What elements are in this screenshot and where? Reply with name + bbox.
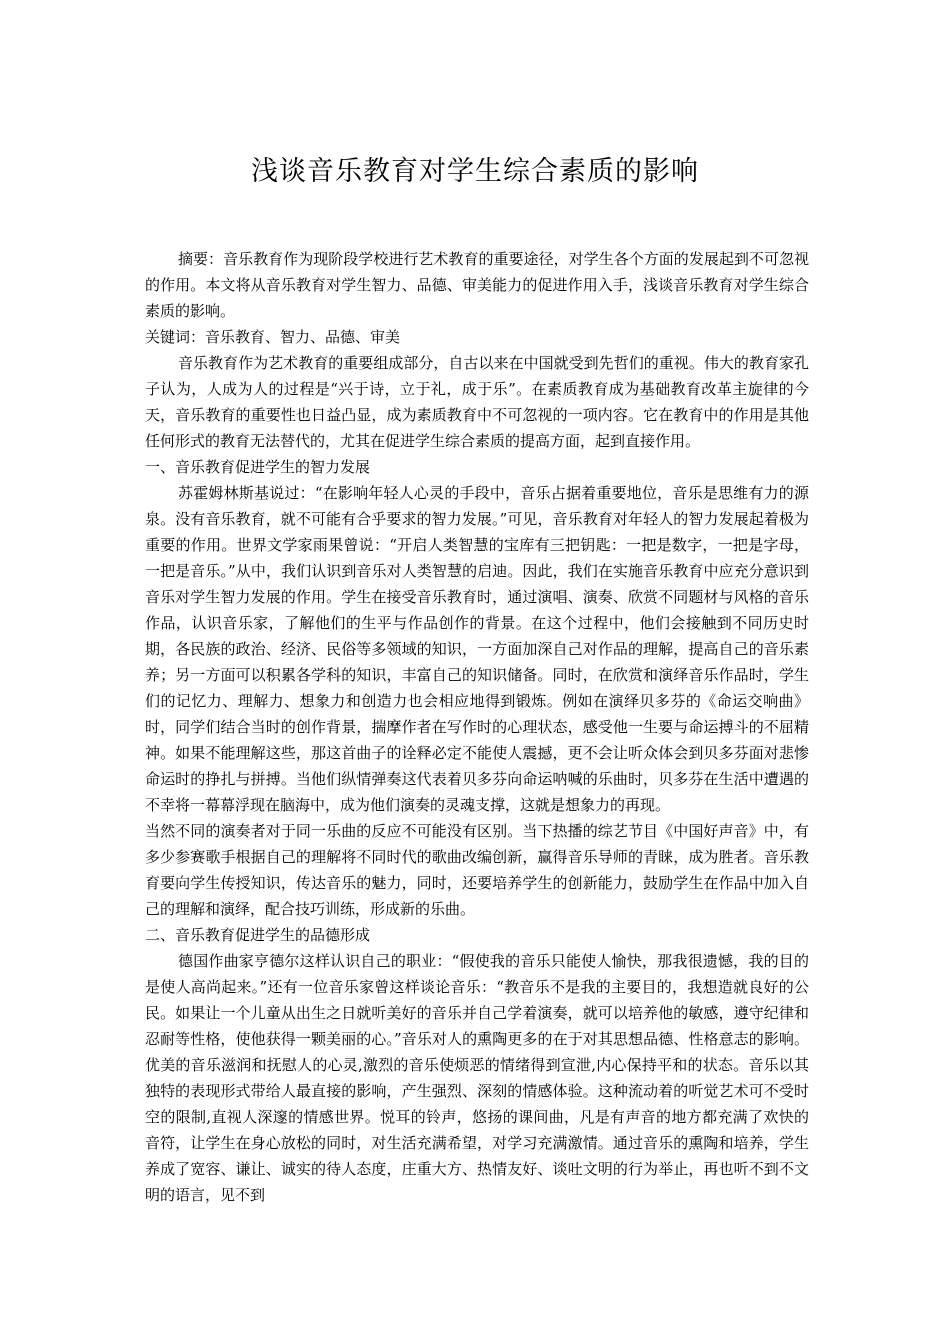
intro-paragraph: 音乐教育作为艺术教育的重要组成部分，自古以来在中国就受到先哲们的重视。伟大的教育家孔子认为，人成为人的过程是“兴于诗，立于礼，成于乐”。在素质教育成为基础教育改革主旋律的今天，音乐教育的重要性也日益凸显，成为素质教育中不可忽视的一项内容。它在教育中的作用是其他任何形式的教育无法替代的，尤其在促进学生综合素质的提高方面，起到直接作用。 [145,354,809,450]
document-title: 浅谈音乐教育对学生综合素质的影响 [251,156,699,187]
section1-paragraph-1: 苏霍姆林斯基说过：“在影响年轻人心灵的手段中，音乐占据着重要地位，音乐是思维有力的源泉。没有音乐教育，就不可能有合乎要求的智力发展。”可见，音乐教育对年轻人的智力发展起着极为重要的作用。世界文学家雨果曾说：“开启人类智慧的宝库有三把钥匙：一把是数字，一把是字母，一把是音乐。”从中，我们认识到音乐对人类智慧的启迪。因此，我们在实施音乐教育中应充分意识到音乐对学生智力发展的作用。学生在接受音乐教育时，通过演唱、演奏、欣赏不同题材与风格的音乐作品，认识音乐家，了解他们的生平与作品创作的背景。在这个过程中，他们会接触到不同历史时期，各民族的政治、经济、民俗等多领域的知识，一方面加深自己对作品的理解，提高自己的音乐素养；另一方面可以积累各学科的知识，丰富自己的知识储备。同时，在欣赏和演绎音乐作品时，学生们的记忆力、理解力、想象力和创造力也会相应地得到锻炼。例如在演绎贝多芬的《命运交响曲》时，同学们结合当时的创作背景，揣摩作者在写作时的心理状态，感受他一生要与命运搏斗的不屈精神。如果不能理解这些，那这首曲子的诠释必定不能使人震撼，更不会让听众体会到贝多芬面对悲惨命运时的挣扎与拼搏。当他们纵情弹奏这代表着贝多芬向命运呐喊的乐曲时，贝多芬在生活中遭遇的不幸将一幕幕浮现在脑海中，成为他们演奏的灵魂支撑，这就是想象力的再现。 [145,484,809,814]
document-body [145,246,809,1208]
abstract-paragraph: 摘要：音乐教育作为现阶段学校进行艺术教育的重要途径，对学生各个方面的发展起到不可忽视的作用。本文将从音乐教育对学生智力、品德、审美能力的促进作用入手，浅谈音乐教育对学生综合素质的影响。 [145,250,809,320]
section-heading-1: 一、音乐教育促进学生的智力发展 [145,458,371,476]
section1-paragraph-2: 当然不同的演奏者对于同一乐曲的反应不可能没有区别。当下热播的综艺节目《中国好声音》中，有多少参赛歌手根据自己的理解将不同时代的歌曲改编创新，赢得音乐导师的青睐，成为胜者。音乐教育要向学生传授知识，传达音乐的魅力，同时，还要培养学生的创新能力，鼓励学生在作品中加入自己的理解和演绎，配合技巧训练，形成新的乐曲。 [145,822,809,918]
section2-paragraph-1: 德国作曲家亨德尔这样认识自己的职业：“假使我的音乐只能使人愉快，那我很遗憾，我的目的是使人高尚起来。”还有一位音乐家曾这样谈论音乐：“教音乐不是我的主要目的，我想造就良好的公民。如果让一个儿童从出生之日就听美好的音乐并自己学着演奏，就可以培养他的敏感，遵守纪律和忍耐等性格，使他获得一颗美丽的心。”音乐对人的熏陶更多的在于对其思想品德、性格意志的影响。优美的音乐滋润和抚慰人的心灵,激烈的音乐使烦恶的情绪得到宣泄,内心保持平和的状态。音乐以其独特的表现形式带给人最直接的影响，产生强烈、深刻的情感体验。这种流动着的听觉艺术可不受时空的限制,直视人深邃的情感世界。悦耳的铃声，悠扬的课间曲，凡是有声音的地方都充满了欢快的音符，让学生在身心放松的同时，对生活充满希望，对学习充满激情。通过音乐的熏陶和培养，学生养成了宽容、谦让、诚实的待人态度，庄重大方、热情友好、谈吐文明的行为举止，再也听不到不文明的语言，见不到 [145,952,809,1204]
section-heading-2: 二、音乐教育促进学生的品德形成 [145,926,371,944]
keywords-line: 关键词：音乐教育、智力、品德、审美 [145,328,401,346]
